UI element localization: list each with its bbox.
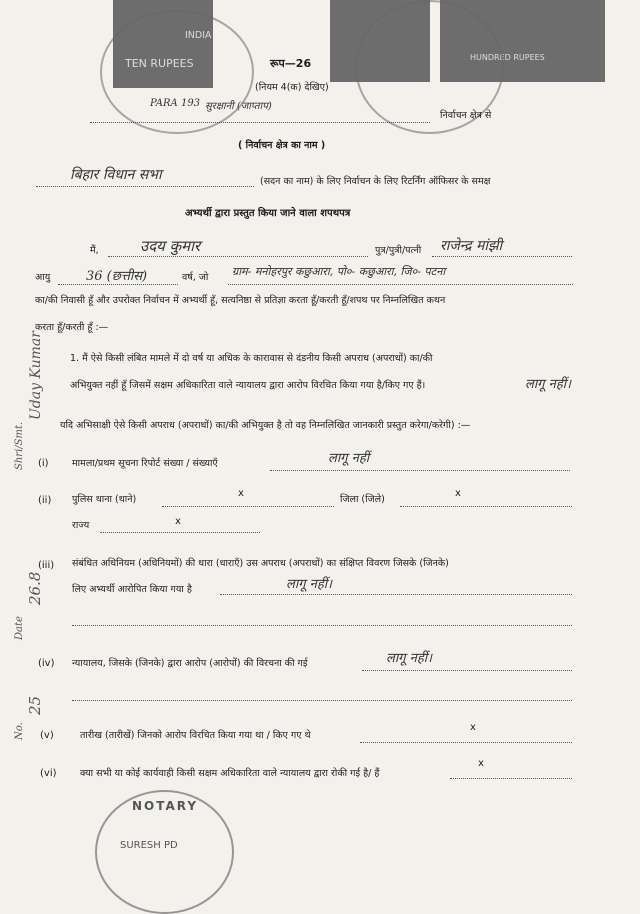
item-iv-number: (iv)	[38, 658, 55, 669]
constituency-label: ( निर्वाचन क्षेत्र का नाम )	[238, 140, 326, 151]
stamp-right-text: HUNDRED RUPEES	[470, 53, 545, 62]
item-ii-district-line	[400, 506, 572, 507]
item-iii-number: (iii)	[38, 560, 55, 571]
item-iii-answer: लागू नहीं।	[286, 577, 333, 592]
margin-name: Uday Kumar	[28, 331, 44, 420]
item-i-number: (i)	[38, 458, 49, 469]
item-ii-number: (ii)	[38, 495, 52, 506]
father-line	[432, 256, 572, 257]
item-vi-number: (vi)	[40, 768, 57, 779]
declarant-name: उदय कुमार	[140, 237, 201, 255]
age-suffix: वर्ष, जो	[182, 272, 209, 283]
item1-answer: लागू नहीं।	[525, 377, 572, 392]
item1-line3: यदि अभिसाक्षी ऐसे किसी अपराध (अपराधों) का/की अभियुक्त है तो वह निम्नलिखित जानकारी प्रस्तुत करेगा/करेगी) :—	[60, 420, 471, 431]
house-suffix: (सदन का नाम) के लिए निर्वाचन के लिए रिटर्निंग ऑफिसर के समक्ष	[260, 176, 491, 187]
item-iv-answer: लागू नहीं।	[386, 651, 433, 666]
address-value: ग्राम- मनोहरपुर कछुआरा, पो०- कछुआरा, जि०- पटना	[232, 265, 446, 278]
rule-reference: (नियम 4(क) देखिए)	[255, 82, 329, 93]
notary-name: SURESH PD	[120, 840, 178, 851]
constituency-suffix: निर्वाचन क्षेत्र से	[440, 110, 492, 121]
item-v-line	[360, 742, 572, 743]
item-v-label: तारीख (तारीखें) जिनको आरोप विरचित किया गया था / किए गए थे	[80, 730, 311, 741]
father-name: राजेन्द्र मांझी	[440, 238, 503, 254]
margin-no-value: 25	[26, 695, 44, 715]
item-ii-state-label: राज्य	[72, 520, 90, 531]
age-line	[58, 284, 178, 285]
item-i-answer: लागू नहीं	[328, 451, 370, 466]
item-iv-line	[362, 670, 572, 671]
margin-date-label: Date	[14, 616, 25, 640]
margin-no: No.	[14, 722, 25, 740]
stamp-note: PARA 193	[150, 98, 201, 109]
item-iv-label: न्यायालय, जिसके (जिनके) द्वारा आरोप (आरोपों) की विरचना की गई	[72, 658, 308, 669]
item1-line1: 1. मैं ऐसे किसी लंबित मामले में दो वर्ष या अधिक के कारावास से दंडनीय किसी अपराध (अपराधों) का/की	[70, 353, 433, 364]
relation-label: पुत्र/पुत्री/पत्नी	[375, 245, 422, 256]
item-ii-line	[162, 506, 334, 507]
stamp-left-text: TEN RUPEES	[125, 57, 194, 70]
stamp-seal-left	[100, 10, 254, 134]
item-ii-district-label: जिला (जिले)	[340, 494, 385, 505]
item-ii-answer: x	[238, 488, 244, 499]
notary-title: NOTARY	[132, 799, 199, 813]
constituency-line	[90, 122, 430, 123]
declarant-line3: करता हूँ/करती हूँ :—	[35, 322, 109, 333]
affidavit-title: अभ्यर्थी द्वारा प्रस्तुत किया जाने वाला शपथपत्र	[185, 208, 351, 219]
item-vi-label: क्या सभी या कोई कार्यवाही किसी सक्षम अधिकारिता वाले न्यायालय द्वारा रोकी गई है/ हैं	[80, 768, 380, 779]
house-line	[36, 186, 254, 187]
item-iii-line2	[72, 625, 572, 626]
declarant-line2: का/की निवासी हूँ और उपरोक्त निर्वाचन में अभ्यर्थी हूँ, सत्यनिष्ठा से प्रतिज्ञा करता हूँ/करती हूँ/शपथ पर निम्नलिखित कथन	[35, 295, 446, 306]
item-vi-line	[450, 778, 572, 779]
item-ii-state-answer: x	[175, 516, 181, 527]
main-label: मैं,	[90, 245, 99, 256]
item-ii-label: पुलिस थाना (थाने)	[72, 494, 137, 505]
item-ii-district-answer: x	[455, 488, 461, 499]
item-iii-label: संबंधित अधिनियम (अधिनियमों) की धारा (धाराएँ) उस अपराध (अपराधों) का संक्षिप्त विवरण जिसके (जिनके)	[72, 558, 449, 569]
address-line	[228, 284, 573, 285]
stamp-date: सुरक्षानी (जाप्ताप)	[205, 101, 272, 112]
age-value: 36 (छत्तीस)	[86, 269, 148, 284]
margin-date-value: 26.8	[26, 571, 44, 605]
item-vi-answer: x	[478, 758, 484, 769]
form-number: रूप—26	[270, 57, 312, 70]
item-iii-label2: लिए अभ्यर्थी आरोपित किया गया है	[72, 584, 192, 595]
item1-line2: अभियुक्त नहीं हूँ जिसमें सक्षम अधिकारिता वाले न्यायालय द्वारा आरोप विरचित किया गया है/किए गए हैं।	[70, 380, 426, 391]
name-line	[108, 256, 368, 257]
item-v-answer: x	[470, 722, 476, 733]
margin-shri: Shri/Smt.	[14, 421, 25, 470]
item-v-number: (v)	[40, 730, 54, 741]
house-name: बिहार विधान सभा	[70, 167, 162, 183]
item-ii-state-line	[100, 532, 260, 533]
item-i-label: मामला/प्रथम सूचना रिपोर्ट संख्या / संख्याएँ	[72, 458, 218, 469]
item-iv-line2	[72, 700, 572, 701]
item-iii-line	[220, 594, 572, 595]
item-i-line	[270, 470, 570, 471]
stamp-left-country: INDIA	[185, 30, 212, 41]
age-label: आयु	[35, 272, 51, 283]
